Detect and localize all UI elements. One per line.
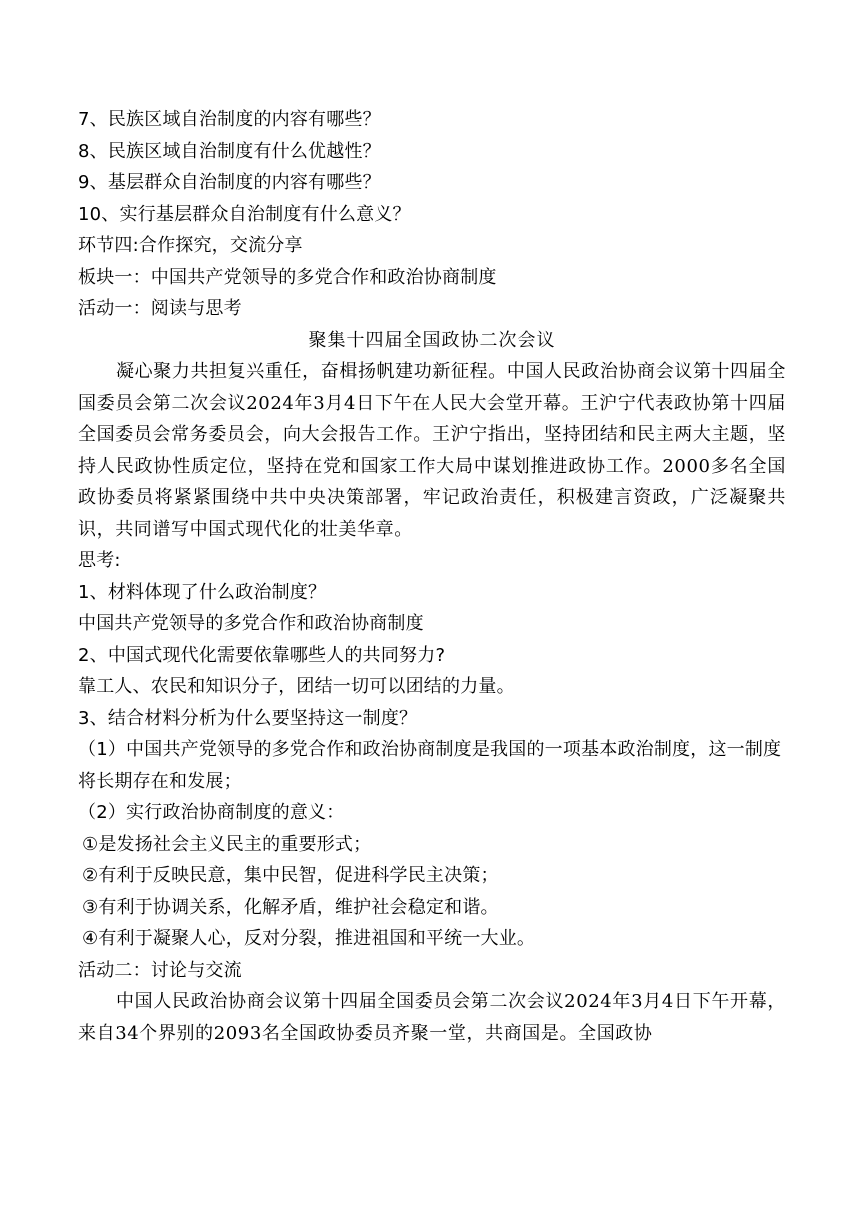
activity-2-body: 中国人民政治协商会议第十四届全国委员会第二次会议2024年3月4日下午开幕，来自34个界别的2093名全国政协委员齐聚一堂，共商国是。全国政协: [78, 991, 786, 1044]
thinking-answer-2: 靠工人、农民和知识分子，团结一切可以团结的力量。: [78, 676, 515, 697]
significance-point: ③有利于协调关系，化解矛盾，维护社会稳定和谐。: [82, 896, 499, 918]
question-8: 8、民族区域自治制度有什么优越性？: [78, 140, 381, 162]
article-body: 凝心聚力共担复兴重任，奋楫扬帆建功新征程。中国人民政治协商会议第十四届全国委员会第二次会议2024年3月4日下午在人民大会堂开幕。王沪宁代表政协第十四届全国委员会常务委员会，向大会报告工作。王沪宁指出，坚持团结和民主两大主题，坚持人民政协性质定位，坚持在党和国家工作大局中谋划推进政协工作。2000多名全国政协委员将紧紧围绕中共中央决策部署，牢记政治责任，积极建言资政，广泛凝聚共识，共同谱写中国式现代化的壮美华章。: [78, 361, 786, 540]
activity-2-heading: 活动二：讨论与交流: [78, 959, 242, 981]
thinking-answer-3-part-2: （2）实行政治协商制度的意义：: [78, 802, 345, 823]
question-10: 10、实行基层群众自治制度有什么意义？: [78, 203, 411, 225]
thinking-answer-3-part-1: （1）中国共产党领导的多党合作和政治协商制度是我国的一项基本政治制度，这一制度将长期存在和发展；: [78, 739, 782, 792]
question-9: 9、基层群众自治制度的内容有哪些？: [78, 172, 381, 193]
significance-point: ①是发扬社会主义民主的重要形式；: [82, 833, 372, 855]
significance-point: ②有利于反映民意，集中民智，促进科学民主决策；: [82, 865, 499, 886]
block-heading: 板块一：中国共产党领导的多党合作和政治协商制度: [78, 266, 497, 288]
question-7: 7、民族区域自治制度的内容有哪些？: [78, 109, 381, 130]
thinking-answer-1: 中国共产党领导的多党合作和政治协商制度: [78, 613, 424, 634]
section-heading: 环节四:合作探究，交流分享: [78, 235, 303, 256]
thinking-question-3: 3、结合材料分析为什么要坚持这一制度？: [78, 707, 418, 729]
activity-heading: 活动一：阅读与思考: [78, 298, 242, 319]
document-page: [78, 104, 786, 1049]
thinking-question-2: 2、中国式现代化需要依靠哪些人的共同努力?: [78, 644, 446, 666]
thinking-question-1: 1、材料体现了什么政治制度？: [78, 581, 327, 603]
article-title: 聚集十四届全国政协二次会议: [308, 329, 556, 351]
thinking-label: 思考:: [78, 550, 121, 571]
significance-point: ④有利于凝聚人心，反对分裂，推进祖国和平统一大业。: [82, 928, 536, 949]
